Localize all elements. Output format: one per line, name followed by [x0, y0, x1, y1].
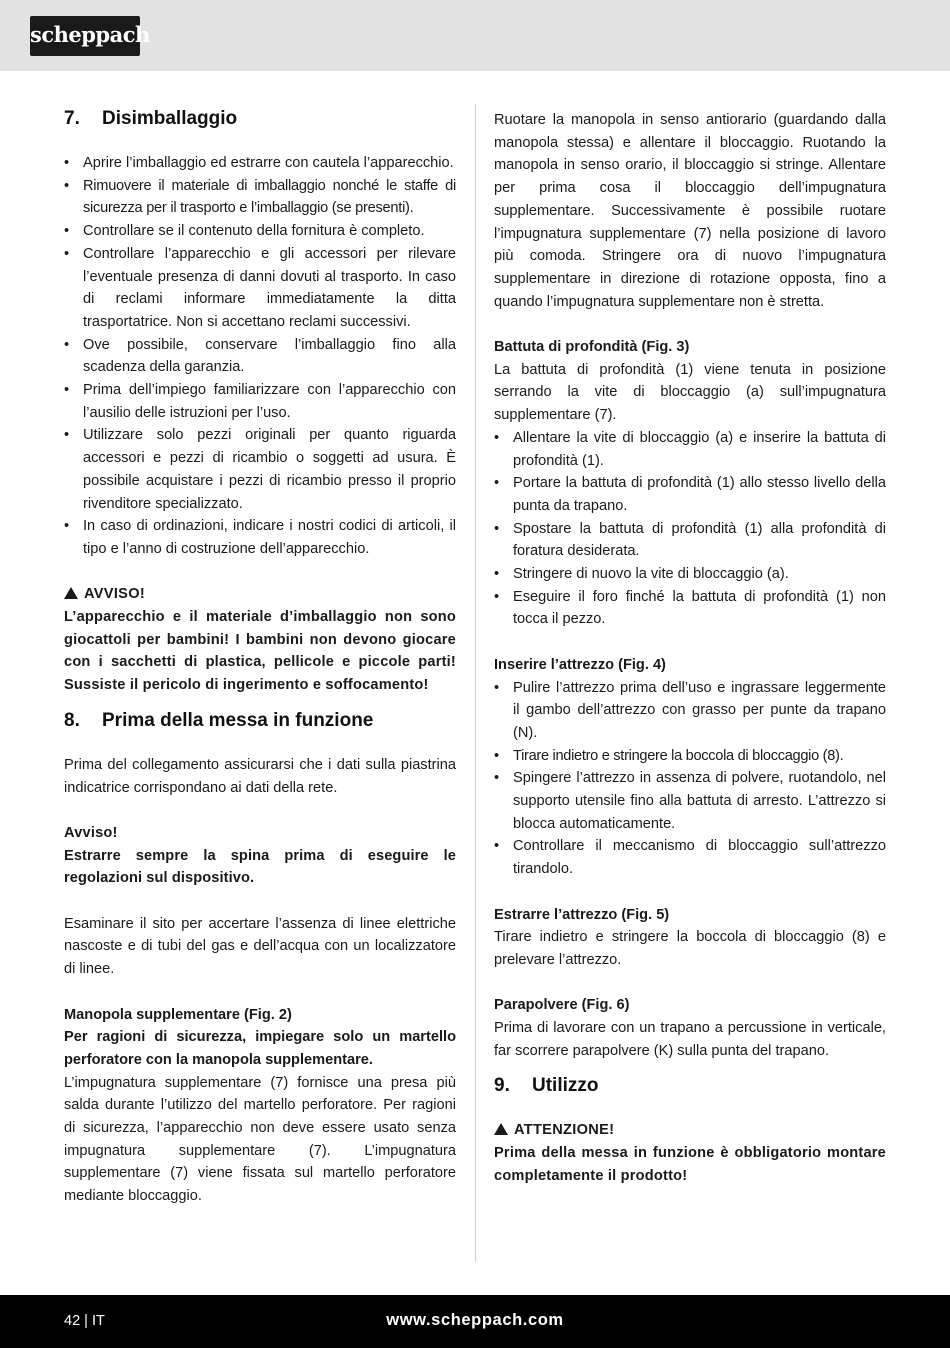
right-column — [494, 109, 886, 1188]
section-8-heading — [64, 708, 456, 734]
subsection-title: Manopola supplementare (Fig. 2) — [64, 1006, 292, 1023]
attention-heading — [494, 1119, 886, 1142]
list-item: • Controllare se il contenuto della fornitura è completo. — [64, 220, 456, 243]
list-item: • Stringere di nuovo la vite di bloccaggio (a). — [494, 563, 886, 586]
subsection-title: Parapolvere (Fig. 6) — [494, 997, 630, 1014]
left-column — [64, 106, 456, 1208]
paragraph: L’impugnatura supplementare (7) fornisce una presa più salda durante l’utilizzo del martello perforatore. Per ragioni di sicurezza, l’apparecchio non deve essere usato senza impugnatura supplementare (7). L’impugnatura supplementare (7) viene fissata sul martello perforatore mediante bloccaggio. — [64, 1074, 456, 1205]
section-9-title: Utilizzo — [532, 1075, 599, 1097]
subsection-title: Inserire l’attrezzo (Fig. 4) — [494, 656, 666, 673]
list-item: • Pulire l’attrezzo prima dell’uso e ingrassare leggermente il gambo dell’attrezzo con grasso per punte da trapano (N). — [494, 677, 886, 745]
column-divider — [475, 104, 476, 1262]
subsection-title: Estrarre l’attrezzo (Fig. 5) — [494, 906, 670, 923]
section-7-number: 7. — [64, 108, 80, 129]
warning-triangle-icon — [64, 587, 78, 599]
depth-stop-list — [494, 427, 886, 631]
footer-band — [0, 1295, 950, 1348]
attention-title: ATTENZIONE! — [514, 1122, 615, 1139]
warning-heading — [64, 583, 456, 606]
section-7-heading — [64, 106, 456, 132]
list-item: • Eseguire il foro finché la battuta di profondità (1) non tocca il pezzo. — [494, 586, 886, 631]
page-number: 42 | IT — [64, 1313, 105, 1329]
warning-triangle-icon — [494, 1123, 508, 1135]
insert-tool-list — [494, 677, 886, 881]
unpacking-list — [64, 152, 456, 561]
list-item: • Controllare l’apparecchio e gli accessori per rilevare l’eventuale presenza di danni dovuti al trasporto. In caso di reclami informare immediatamente la ditta trasportatrice. Non si accettano reclami successivi. — [64, 243, 456, 334]
website-link[interactable]: www.scheppach.com — [386, 1311, 564, 1329]
list-item: • In caso di ordinazioni, indicare i nostri codici di articoli, il tipo e l’anno di costruzione dell’apparecchio. — [64, 515, 456, 560]
attention-text: Prima della messa in funzione è obbligatorio montare completamente il prodotto! — [494, 1145, 886, 1184]
list-item: • Tirare indietro e stringere la boccola di bloccaggio (8). — [494, 745, 886, 768]
section-8-number: 8. — [64, 709, 80, 731]
list-item: • Spingere l’attrezzo in assenza di polvere, ruotandolo, nel supporto utensile fino alla battuta di arresto. L’attrezzo si blocca automaticamente. — [494, 767, 886, 835]
paragraph: Ruotare la manopola in senso antiorario (guardando dalla manopola stessa) e allentare il bloccaggio. Ruotando la manopola in senso orario, il bloccaggio si stringe. Allentare per prima cosa il bloccaggio dell’impugnatura supplementare. Successivamente è possibile ruotare l’impugnatura supplementare (7) nella posizione di lavoro più comoda. Stringere ora di nuovo l’impugnatura supplementare in direzione di rotazione opposta, fino a quando l’impugnatura supplementare non è stretta. — [494, 112, 886, 310]
notice-text: Estrarre sempre la spina prima di eseguire le regolazioni sul dispositivo. — [64, 847, 456, 887]
list-item: • Allentare la vite di bloccaggio (a) e inserire la battuta di profondità (1). — [494, 427, 886, 472]
list-item: • Prima dell’impiego familiarizzare con l’apparecchio con l’ausilio delle istruzioni per l’uso. — [64, 379, 456, 424]
section-8-title: Prima della messa in funzione — [102, 709, 374, 731]
paragraph: Prima del collegamento assicurarsi che i dati sulla piastrina indicatrice corrispondano ai dati della rete. — [64, 756, 456, 796]
section-7-title: Disimballaggio — [102, 108, 238, 129]
paragraph: Esaminare il sito per accertare l’assenza di linee elettriche nascoste e di tubi del gas e dell’acqua con un localizzatore di linee. — [64, 915, 456, 978]
list-item: • Aprire l’imballaggio ed estrarre con cautela l’apparecchio. — [64, 152, 456, 175]
section-9-number: 9. — [494, 1075, 510, 1097]
warning-title: AVVISO! — [84, 586, 146, 603]
paragraph: Tirare indietro e stringere la boccola di bloccaggio (8) e prelevare l’attrezzo. — [494, 929, 886, 968]
paragraph: La battuta di profondità (1) viene tenuta in posizione serrando la vite di bloccaggio (a) sull’impugnatura supplementare (7). — [494, 361, 886, 424]
list-item: • Utilizzare solo pezzi originali per quanto riguarda accessori e pezzi di ricambio o soggetti ad usura. È possibile acquistare i pezzi di ricambio presso il proprio rivenditore specializzato. — [64, 424, 456, 515]
list-item: • Portare la battuta di profondità (1) allo stesso livello della punta da trapano. — [494, 472, 886, 517]
list-item: • Controllare il meccanismo di bloccaggio sull’attrezzo tirandolo. — [494, 835, 886, 880]
paragraph: Prima di lavorare con un trapano a percussione in verticale, far scorrere parapolvere (K) sulla punta del trapano. — [494, 1020, 886, 1059]
subsection-bold-text: Per ragioni di sicurezza, impiegare solo un martello perforatore con la manopola supplementare. — [64, 1029, 456, 1068]
header-band — [0, 0, 950, 71]
notice-title: Avviso! — [64, 824, 118, 841]
brand-logo-text: scheppach — [30, 22, 150, 47]
subsection-title: Battuta di profondità (Fig. 3) — [494, 339, 690, 356]
list-item: • Spostare la battuta di profondità (1) alla profondità di foratura desiderata. — [494, 518, 886, 563]
section-9-heading — [494, 1073, 886, 1099]
brand-logo — [30, 16, 150, 56]
list-item: • Rimuovere il materiale di imballaggio nonché le staffe di sicurezza per il trasporto e l’imballaggio (se presenti). — [64, 175, 456, 220]
list-item: • Ove possibile, conservare l’imballaggio fino alla scadenza della garanzia. — [64, 334, 456, 379]
warning-text: L’apparecchio e il materiale d’imballaggio non sono giocattoli per bambini! I bambini non devono giocare con i sacchetti di plastica, pellicole e piccole parti! Sussiste il pericolo di ingerimento e soffocamento! — [64, 609, 456, 694]
